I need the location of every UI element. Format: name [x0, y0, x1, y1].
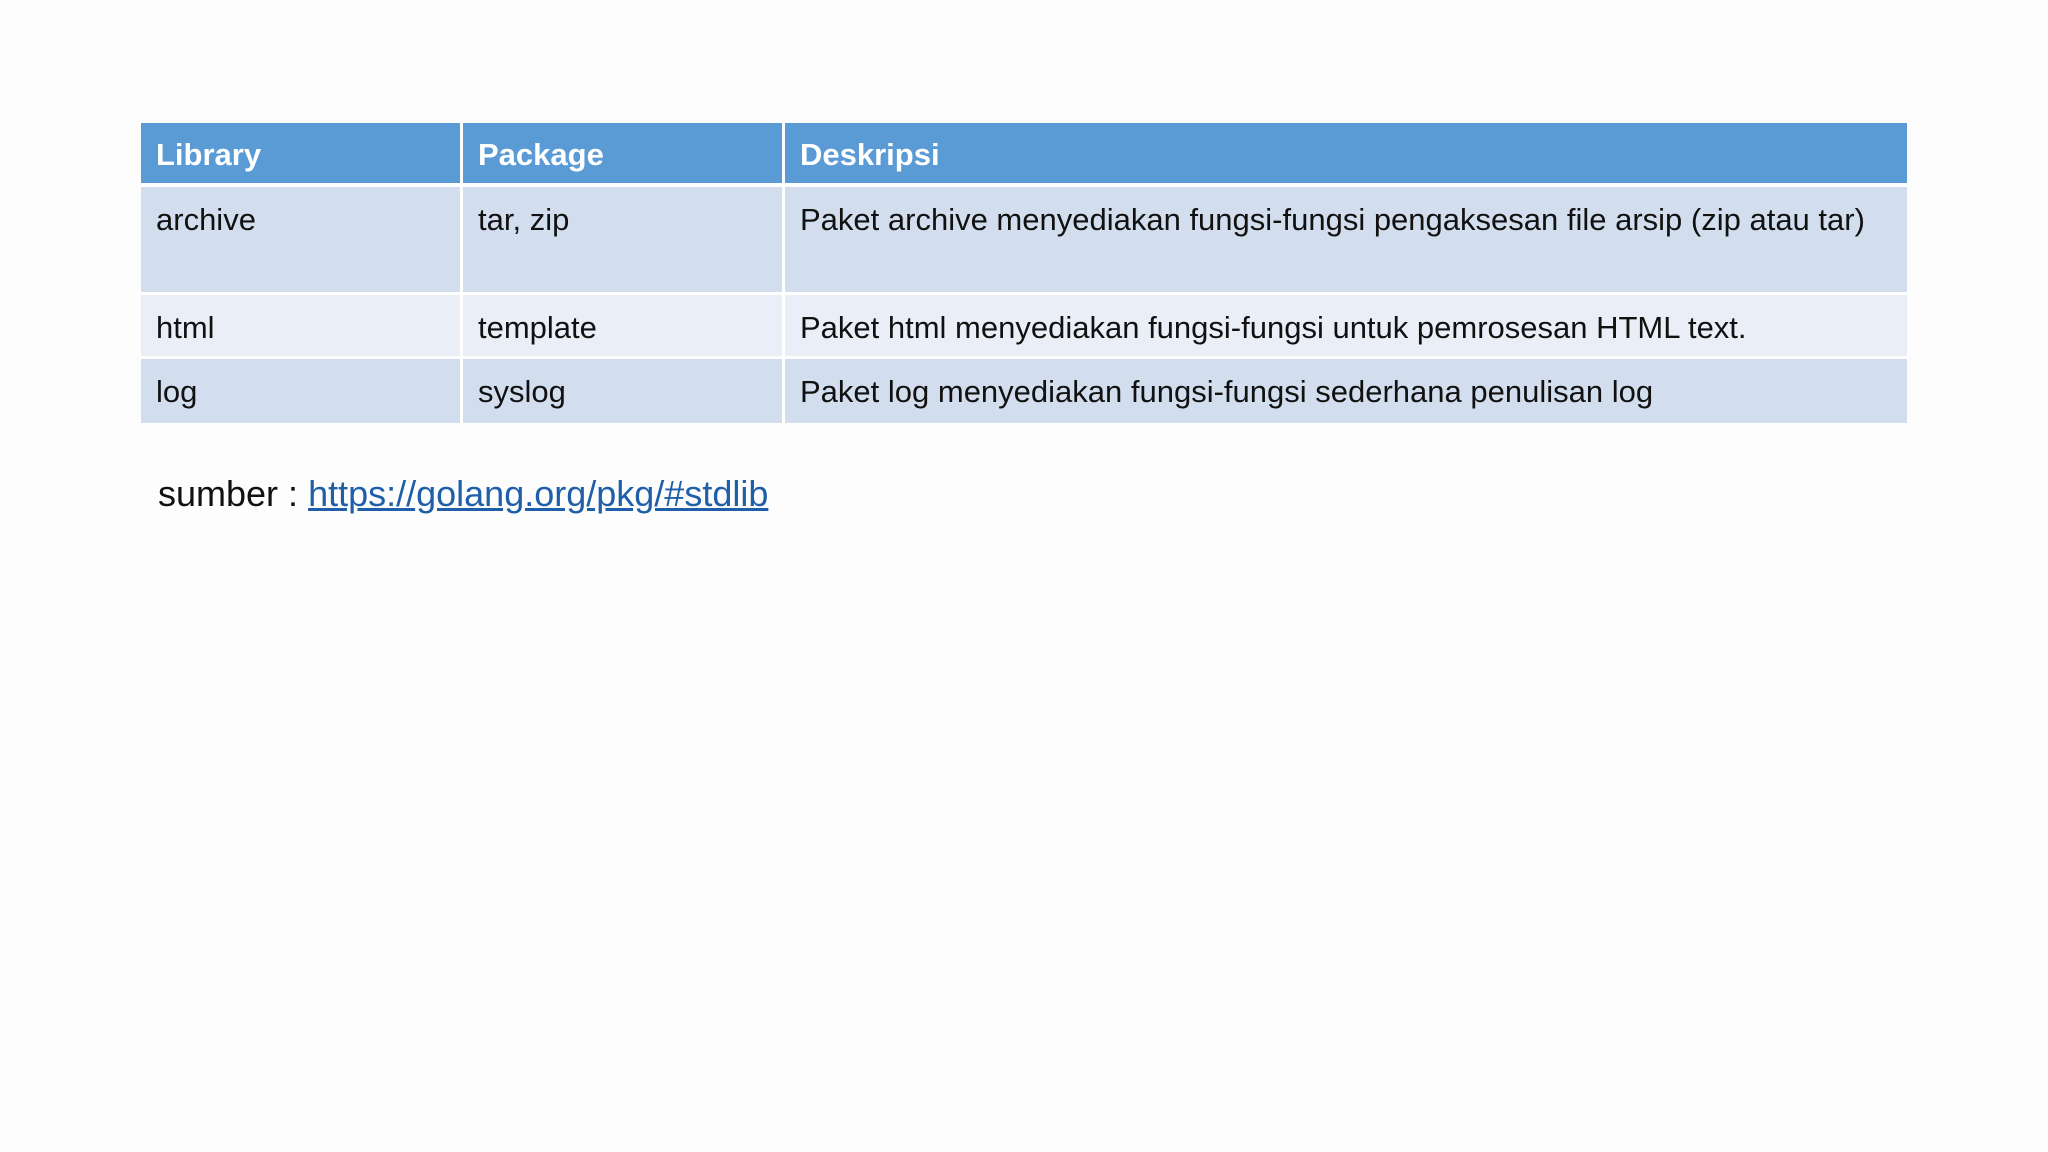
source-citation: [158, 470, 768, 518]
table-header-row: [141, 123, 1907, 187]
table-row: [141, 187, 1907, 295]
cell-package: syslog: [463, 359, 785, 423]
cell-description: Paket log menyediakan fungsi-fungsi sederhana penulisan log: [785, 359, 1907, 423]
header-library: Library: [141, 123, 463, 187]
cell-description: Paket html menyediakan fungsi-fungsi untuk pemrosesan HTML text.: [785, 295, 1907, 359]
header-deskripsi: Deskripsi: [785, 123, 1907, 187]
header-package: Package: [463, 123, 785, 187]
cell-description: Paket archive menyediakan fungsi-fungsi pengaksesan file arsip (zip atau tar): [785, 187, 1907, 295]
source-link[interactable]: https://golang.org/pkg/#stdlib: [308, 473, 769, 514]
cell-package: tar, zip: [463, 187, 785, 295]
cell-library: log: [141, 359, 463, 423]
source-label: sumber :: [158, 473, 299, 514]
library-table: [141, 123, 1907, 423]
cell-package: template: [463, 295, 785, 359]
cell-library: archive: [141, 187, 463, 295]
table-row: [141, 295, 1907, 359]
cell-library: html: [141, 295, 463, 359]
table-row: [141, 359, 1907, 423]
